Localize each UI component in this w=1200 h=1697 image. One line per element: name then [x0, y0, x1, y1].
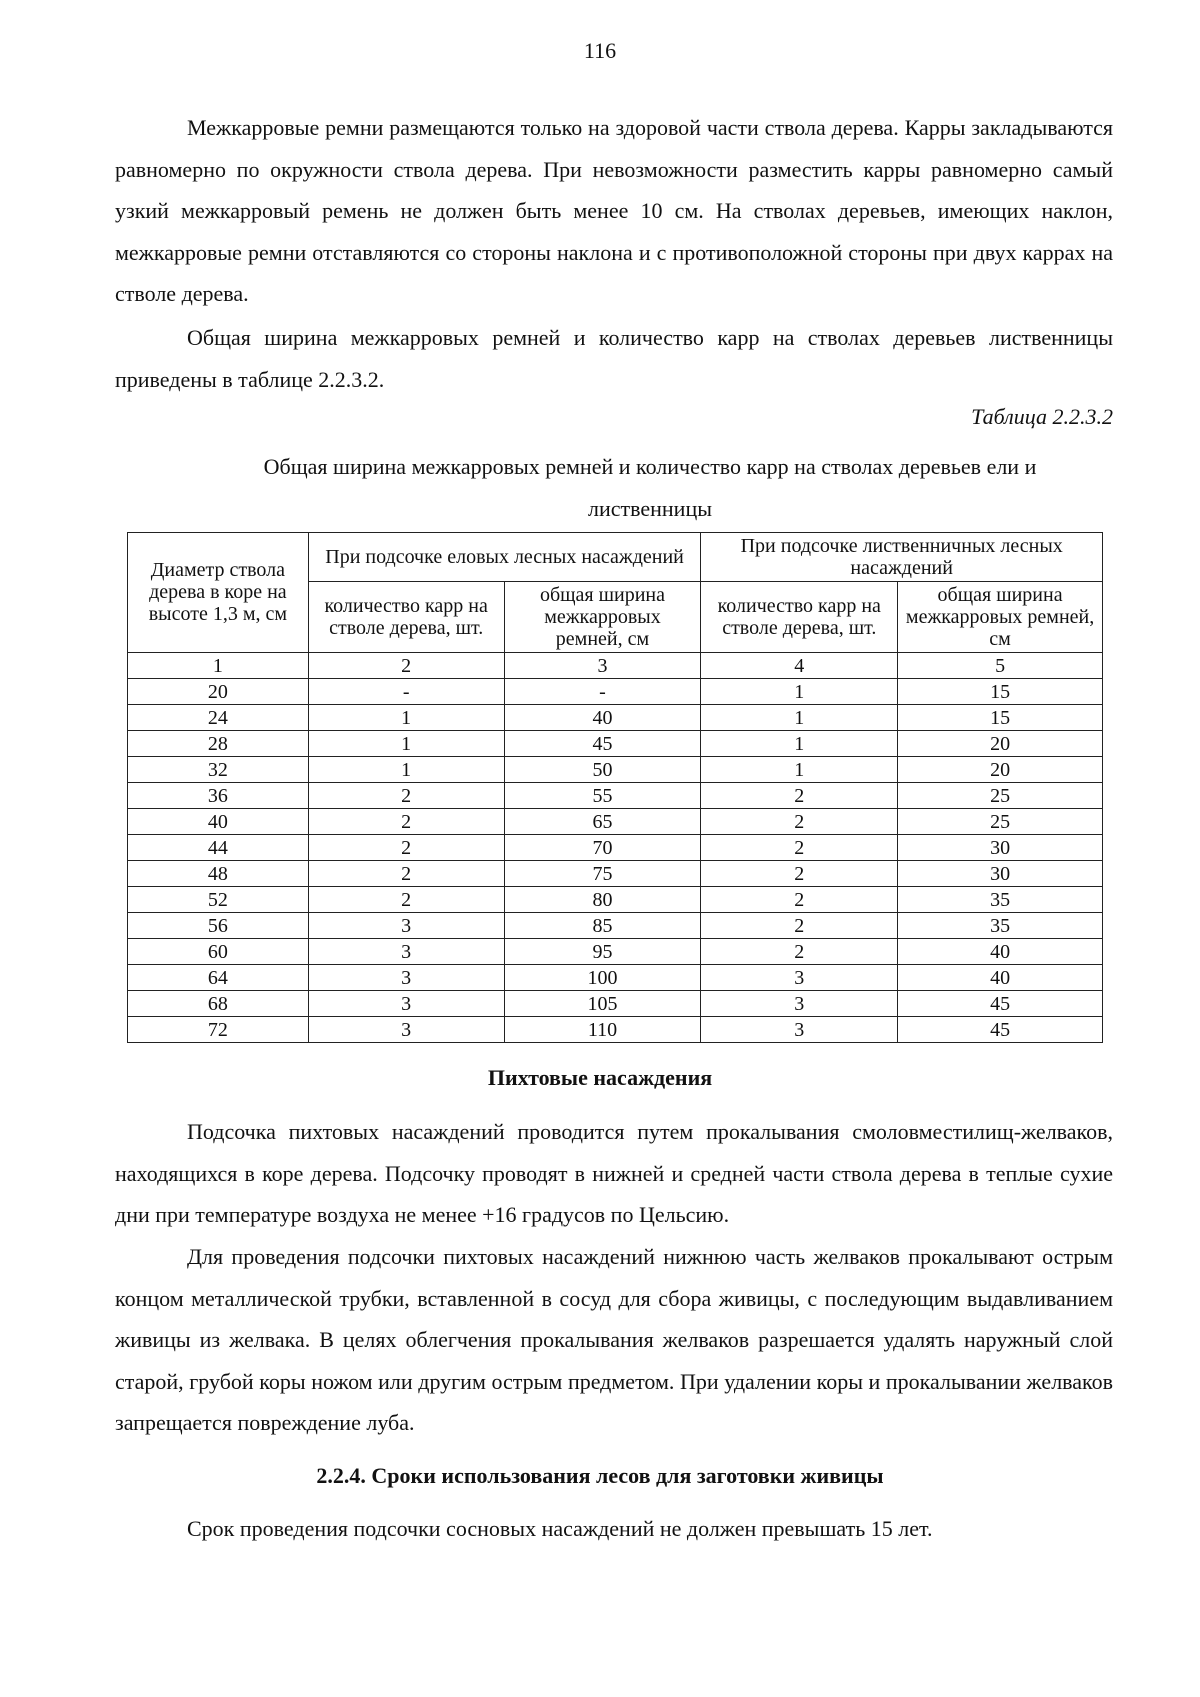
- header-group-larch: При подсочке лиственничных лесных насаждений: [701, 533, 1103, 582]
- table-row: [128, 939, 1103, 965]
- header-spruce-count: количество карр на стволе дерева, шт.: [308, 582, 504, 653]
- section-heading-fir: Пихтовые насаждения: [487, 1065, 713, 1090]
- table-row: [128, 913, 1103, 939]
- table-cell: 28: [128, 731, 309, 757]
- table-cell: 72: [128, 1017, 309, 1043]
- table-caption: Общая ширина межкарровых ремней и количество карр на стволах деревьев ели и лиственницы: [263, 454, 1037, 521]
- table-cell: 48: [128, 861, 309, 887]
- table-cell: 1: [701, 757, 898, 783]
- table-cell: -: [308, 679, 504, 705]
- header-group-spruce: При подсочке еловых лесных насаждений: [308, 533, 701, 582]
- table-cell: 1: [308, 705, 504, 731]
- table-cell: 3: [308, 965, 504, 991]
- table-cell: 45: [504, 731, 701, 757]
- header-larch-width: общая ширина межкарровых ремней, см: [898, 582, 1103, 653]
- table-cell: 15: [898, 705, 1103, 731]
- table-cell: 20: [128, 679, 309, 705]
- table-cell: 24: [128, 705, 309, 731]
- column-number: 1: [128, 653, 309, 679]
- table-cell: 2: [701, 939, 898, 965]
- table-cell: 45: [898, 991, 1103, 1017]
- column-number: 5: [898, 653, 1103, 679]
- table-row: [128, 965, 1103, 991]
- tapping-table: [127, 532, 1103, 1043]
- table-cell: 25: [898, 783, 1103, 809]
- table-cell: 30: [898, 835, 1103, 861]
- table-cell: 68: [128, 991, 309, 1017]
- table-number: Таблица 2.2.3.2: [971, 404, 1113, 429]
- table-cell: 40: [898, 939, 1103, 965]
- paragraph-fir-procedure: Для проведения подсочки пихтовых насаждений нижнюю часть желваков прокалывают острым концом металлической трубки, вставленной в сосуд для сбора живицы, с последующим выдавливанием живицы из желвака. В целях облегчения прокалывания желваков разрешается удалять наружный слой старой, грубой коры ножом или другим острым предметом. При удалении коры и прокалывании желваков запрещается повреждение луба.: [115, 1244, 1113, 1435]
- table-cell: 110: [504, 1017, 701, 1043]
- table-cell: 64: [128, 965, 309, 991]
- column-number: 3: [504, 653, 701, 679]
- table-cell: 32: [128, 757, 309, 783]
- table-cell: 70: [504, 835, 701, 861]
- table-cell: 60: [128, 939, 309, 965]
- table-cell: 20: [898, 731, 1103, 757]
- table-cell: 1: [308, 731, 504, 757]
- column-number-row: [128, 653, 1103, 679]
- table-cell: 52: [128, 887, 309, 913]
- page-number: 116: [583, 38, 617, 63]
- table-row: [128, 809, 1103, 835]
- table-cell: 3: [308, 939, 504, 965]
- paragraph-table-reference: Общая ширина межкарровых ремней и количество карр на стволах деревьев лиственницы приведены в таблице 2.2.3.2.: [115, 325, 1113, 392]
- table-cell: 2: [308, 861, 504, 887]
- table-row: [128, 887, 1103, 913]
- table-cell: 40: [128, 809, 309, 835]
- table-cell: 3: [701, 1017, 898, 1043]
- table-cell: 50: [504, 757, 701, 783]
- table-cell: 85: [504, 913, 701, 939]
- table-cell: 30: [898, 861, 1103, 887]
- table-cell: 1: [308, 757, 504, 783]
- table-cell: 2: [701, 783, 898, 809]
- header-diameter: Диаметр ствола дерева в коре на высоте 1,3 м, см: [128, 533, 309, 653]
- table-cell: 3: [701, 991, 898, 1017]
- table-cell: 75: [504, 861, 701, 887]
- table-cell: 2: [308, 809, 504, 835]
- table-cell: 3: [308, 913, 504, 939]
- paragraph-tapping-term: Срок проведения подсочки сосновых насаждений не должен превышать 15 лет.: [187, 1516, 933, 1541]
- table-cell: 55: [504, 783, 701, 809]
- table-cell: 2: [308, 887, 504, 913]
- table-row: [128, 861, 1103, 887]
- table-cell: 2: [308, 783, 504, 809]
- table-cell: -: [504, 679, 701, 705]
- section-heading-2-2-4: 2.2.4. Сроки использования лесов для заготовки живицы: [316, 1463, 884, 1488]
- table-cell: 15: [898, 679, 1103, 705]
- column-number: 4: [701, 653, 898, 679]
- table-cell: 1: [701, 679, 898, 705]
- table-row: [128, 757, 1103, 783]
- paragraph-inter-tap-belts: Межкарровые ремни размещаются только на здоровой части ствола дерева. Карры закладываются равномерно по окружности ствола дерева. При невозможности разместить карры равномерно самый узкий межкарровый ремень не должен быть менее 10 см. На стволах деревьев, имеющих наклон, межкарровые ремни отставляются со стороны наклона и с противоположной стороны при двух каррах на стволе дерева.: [115, 115, 1113, 306]
- table-cell: 1: [701, 731, 898, 757]
- table-cell: 20: [898, 757, 1103, 783]
- table-row: [128, 1017, 1103, 1043]
- table-cell: 3: [308, 991, 504, 1017]
- table-cell: 100: [504, 965, 701, 991]
- table-cell: 3: [701, 965, 898, 991]
- table-cell: 80: [504, 887, 701, 913]
- table-cell: 2: [701, 809, 898, 835]
- table-cell: 35: [898, 887, 1103, 913]
- table-row: [128, 835, 1103, 861]
- table-cell: 45: [898, 1017, 1103, 1043]
- column-number: 2: [308, 653, 504, 679]
- paragraph-fir-method: Подсочка пихтовых насаждений проводится путем прокалывания смоловместилищ-желваков, находящихся в коре дерева. Подсочку проводят в нижней и средней части ствола дерева в теплые сухие дни при температуре воздуха не менее +16 градусов по Цельсию.: [115, 1119, 1113, 1227]
- table-cell: 25: [898, 809, 1103, 835]
- table-row: [128, 783, 1103, 809]
- table-cell: 2: [701, 835, 898, 861]
- table-row: [128, 679, 1103, 705]
- table-cell: 105: [504, 991, 701, 1017]
- table-cell: 36: [128, 783, 309, 809]
- table-cell: 65: [504, 809, 701, 835]
- table-row: [128, 991, 1103, 1017]
- table-cell: 2: [308, 835, 504, 861]
- table-cell: 1: [701, 705, 898, 731]
- header-larch-count: количество карр на стволе дерева, шт.: [701, 582, 898, 653]
- table-row: [128, 731, 1103, 757]
- table-row: [128, 705, 1103, 731]
- table-cell: 40: [504, 705, 701, 731]
- header-spruce-width: общая ширина межкарровых ремней, см: [504, 582, 701, 653]
- table-cell: 2: [701, 887, 898, 913]
- table-cell: 44: [128, 835, 309, 861]
- table-cell: 2: [701, 913, 898, 939]
- table-cell: 40: [898, 965, 1103, 991]
- table-cell: 95: [504, 939, 701, 965]
- table-cell: 56: [128, 913, 309, 939]
- table-cell: 3: [308, 1017, 504, 1043]
- table-cell: 2: [701, 861, 898, 887]
- table-cell: 35: [898, 913, 1103, 939]
